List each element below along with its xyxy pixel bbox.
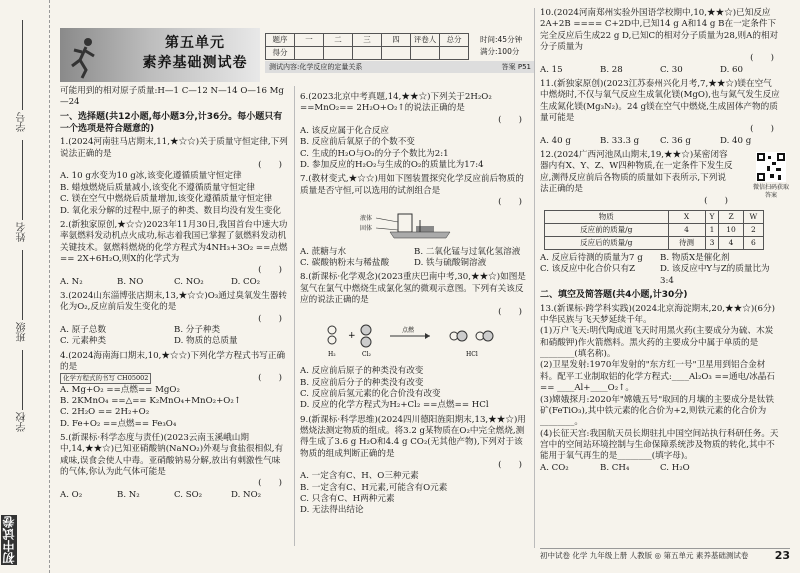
option-a[interactable]: A. 蔗糖与水 [300,246,347,257]
option-d[interactable]: D. 40 g [720,135,752,146]
option-c[interactable]: C. 反应前后氢元素的化合价没有改变 [300,388,441,399]
score-cell: 二 [324,34,353,47]
question-10: 10.(2024河南郑州实验外国语学校期中,10,★★☆)已知反应2A+2B ==== C+2D中,已知14 g A和14 g B在一定条件下完全反应后生成22 g D,已知C的相对分子质量为28,则A的相对分子质量为 ( ) A. 15 B. 28 C. 30 D. 60 [540,8,779,75]
option-c[interactable]: C. 生成的H₂O与O₂的分子个数比为2:1 [300,148,449,159]
option-d[interactable]: D. 氧化汞分解的过程中,原子的种类、数目均没有发生变化 [60,205,282,216]
option-d[interactable]: D. 物质的总质量 [174,336,238,347]
unit-title: 第五单元 [165,35,225,51]
option-a[interactable]: A. 反应前后原子的种类没有改变 [300,366,424,377]
title-banner [60,28,260,82]
table-cell: X [668,210,705,223]
option-b[interactable]: B. CH₄ [600,462,630,473]
option-b[interactable]: B. 反应前后氧原子的个数不变 [300,137,415,148]
option-c[interactable]: C. 镁在空气中燃烧后质量增加,该变化遵循质量守恒定律 [60,194,273,205]
topic-tag: 化学方程式的书写 CH05002 [60,373,151,384]
question-5: 5.(新课标·科学态度与责任)(2023云南玉溪峨山期中,14,★★☆)已知亚硝酸钠(NaNO₂)外观与食盐很相似,有咸味,误食会使人中毒。亚硝酸钠易分解,放出有刺激性气味的气体,你认为此气体可能是 ( ) A. O₂ B. N₂ C. SO₂ D. NO₂ [60,433,288,501]
option-c[interactable]: C. 碳酸钠粉末与稀盐酸 [300,258,390,269]
table-cell: 物质 [545,210,669,223]
option-d[interactable]: D. 该反应中Y与Z的质量比为3:4 [660,264,770,286]
option-d[interactable]: D. 反应的化学方程式为H₂+Cl₂ ==点燃== HCl [300,400,489,411]
score-cell[interactable] [295,47,324,60]
margin-label-school: 学校 [17,412,28,432]
option-c[interactable]: C. SO₂ [174,489,203,500]
margin-label-name: 姓名 [17,222,28,242]
question-1: 1.(2024河南驻马店期末,11,★☆☆)关于质量守恒定律,下列说法正确的是 ( ) A. 10 g水变为10 g冰,该变化遵循质量守恒定律 B. 蜡烛燃烧后质量减小,该变化不遵循质量守恒定律 C. 镁在空气中燃烧后质量增加,该变化遵循质量守恒定律 D. 氧化汞分解的过程中,原子的种类、数目均没有发生变化 [60,137,288,216]
score-cell: 得分 [266,47,295,60]
time-info: 时间:45分钟 满分:100分 [480,35,523,56]
option-b[interactable]: B. 33.3 g [600,135,640,146]
label-liquid: 液体 [360,215,373,223]
label-solid: 固体 [360,225,373,233]
question-11: 11.(新独家原创)(2023江苏泰州兴化月考,7,★★☆)镁在空气中燃烧时,不仅与氧气反应生成氧化镁(MgO),也与氮气发生反应生成氮化镁(Mg₃N₂)。24 g镁在空气中燃烧,生成固体产物的质量可能是 ( ) A. 40 g B. 33.3 g C. 36 g D. 40 g [540,79,780,146]
label-cl2: Cl₂ [362,350,371,358]
balance-apparatus-diagram [360,210,470,240]
table-cell: 3 [705,236,719,249]
option-a[interactable]: A. 反应后待测的质量为7 g [540,252,643,263]
qr-code-icon[interactable] [756,152,786,182]
svg-text:点燃: 点燃 [402,326,415,334]
brand-logo: 初中试卷 [2,516,16,564]
option-a[interactable]: A. 15 [540,64,563,75]
margin-line [22,250,23,320]
option-b[interactable]: B. NO [117,276,144,287]
option-b[interactable]: B. 28 [600,64,623,75]
option-c[interactable]: C. 36 g [660,135,691,146]
margin-label-id: 学号 [17,112,28,132]
score-cell: 题序 [266,34,295,47]
page-number: 23 [774,549,790,562]
option-a[interactable]: A. 10 g水变为10 g冰,该变化遵循质量守恒定律 [60,171,242,182]
option-c[interactable]: C. NO₂ [174,276,204,287]
table-cell: 6 [743,236,763,249]
table-cell: 4 [668,223,705,236]
score-cell[interactable] [411,47,440,60]
option-b[interactable]: B. 分子种类 [174,324,221,335]
test-title: 素养基础测试卷 [142,55,248,71]
table-cell: 反应前的质量/g [545,223,669,236]
binding-margin [0,0,50,573]
option-d[interactable]: D. Fe+O₂ ==点燃== Fe₃O₄ [60,418,177,429]
mass-data-table [544,210,764,250]
table-cell: 待测 [668,236,705,249]
margin-label-class: 班级 [17,322,28,342]
option-d[interactable]: D. 无法得出结论 [300,505,364,516]
table-cell: Z [719,210,743,223]
option-b[interactable]: B. 2KMnO₄ ==△== K₂MnO₄+MnO₂+O₂↑ [60,396,241,406]
column-divider [294,86,295,546]
question-8: 8.(新课标·化学观念)(2023重庆巴南中考,30,★★☆)如图是氢气在氯气中燃烧生成氯化氢的微观示意图。下列有关该反应的说法正确的是 ( ) + 点燃 H₂ Cl₂ HCl A. 反应前后原子的种类没有改变 B. 反应前后分子的种类没有改变 C. 反应前后氢元素的化合价没有改变 D. 反应的化学方程式为H₂+Cl₂ ==点燃== HCl [300,272,528,411]
option-c[interactable]: C. 30 [660,64,683,75]
score-cell[interactable] [440,47,469,60]
option-d[interactable]: D. 铁与硫酸铜溶液 [414,258,487,269]
option-b[interactable]: B. 物质X是催化剂 [660,252,730,263]
option-d[interactable]: D. NO₂ [231,489,262,500]
option-b[interactable]: B. N₂ [117,489,140,500]
table-cell: Y [705,210,719,223]
table-cell: 1 [705,223,719,236]
column-3 [540,8,780,477]
margin-line [22,350,23,410]
molecule-diagram [320,320,500,360]
option-a[interactable]: A. 原子总数 [60,324,107,335]
qr-label: 微信扫码获取答案 [752,184,789,199]
table-cell: 10 [719,223,743,236]
label-hcl: HCl [466,350,478,358]
question-4: 4.(2024海南海口期末,10,★☆☆)下列化学方程式书写正确的是 化学方程式的书写 CH05002 ( ) A. Mg+O₂ ==点燃== MgO₂ B. 2KMnO₄ ==△== K₂MnO₄+MnO₂+O₂↑ C. 2H₂O == 2H₂+O₂ D. Fe+O₂ ==点燃== Fe₃O₄ [60,351,288,430]
option-a[interactable]: A. 该反应属于化合反应 [300,126,390,137]
section-1-heading: 一、选择题(共12小题,每小题3分,计36分。每小题只有一个选项是符合题意的) [60,111,283,134]
option-c[interactable]: C. H₂O [660,462,690,473]
option-d[interactable]: D. 60 [720,64,743,75]
score-cell: 总分 [440,34,469,47]
option-a[interactable]: A. Mg+O₂ ==点燃== MgO₂ [60,384,180,395]
score-table [265,33,469,60]
table-cell: W [743,210,763,223]
margin-line [22,20,23,110]
score-cell[interactable] [382,47,411,60]
question-13: 13.(新课标·跨学科实践)(2024北京海淀期末,20,★★☆)(6分)中华民族与飞天梦延续千年。 (1)万户飞天:明代陶成道飞天时用黑火药(主要成分为硫、木炭和硝酸钾)作火箭燃料。黑火药的主要成分中属于单质的是________(填名称)。 (2)卫星发射:1970年发射的"东方红一号"卫星用到铝合金材料。配平工业制取铝的化学方程式:____Al₂O₃ ==通电/冰晶石== ____Al+____O₂↑。 (3)嫦娥探月:2020年"嫦娥五号"取回的月壤的主要成分是钛铁矿(FeTiO₃),其中铁元素的化合价为+2,则铁元素的化合价为________。 (4)长征天宫:我国航天员长期驻扎中国空间站执行科研任务。天宫中的空间站环境控制与生命保障系统涉及物质的转化,其中不能用于氧气再生的是________(填字母)。 A. CO₂ B. CH₄ C. H₂O [540,303,779,473]
atomic-masses: 可能用到的相对原子质量:H—1 C—12 N—14 O—16 Mg—24 [60,86,284,108]
option-b[interactable]: B. 二氧化锰与过氧化氢溶液 [414,246,521,257]
option-d[interactable]: D. 参加反应的H₂O₂与生成的O₂的质量比为17:4 [300,160,484,171]
option-d[interactable]: D. CO₂ [231,276,261,287]
option-c[interactable]: C. 2H₂O == 2H₂+O₂ [60,407,150,418]
column-divider [534,8,535,548]
question-7: 7.(教材变式,★☆☆)用如下图装置探究化学反应前后物质的质量是否守恒,可以选用的试剂组合是 ( ) 液体 固体 A. 蔗糖与水 B. 二氧化锰与过氧化氢溶液 C. 碳酸钠粉末与稀盐酸 D. 铁与硫酸铜溶液 [300,174,528,269]
option-b[interactable]: B. 一定含有C、H元素,可能含有O元素 [300,482,448,493]
score-cell: 一 [295,34,324,47]
option-c[interactable]: C. 元素种类 [60,336,107,347]
option-a[interactable]: A. O₂ [60,489,83,500]
question-2: 2.(新独家原创,★☆☆)2023年11月30日,我国首台中速大功率氨燃料发动机点火成功,标志着我国已掌握了氨燃料发动机关键技术。氨燃料燃烧的化学方程式为4NH₃+3O₂ ==点燃== 2X+6H₂O,则X的化学式为 ( ) A. N₂ B. NO C. NO₂ D. CO₂ [60,219,288,287]
section-2-heading: 二、填空及简答题(共4小题,计30分) [540,289,688,300]
option-b[interactable]: B. 蜡烛燃烧后质量减小,该变化不遵循质量守恒定律 [60,182,255,193]
column-2 [300,92,528,520]
score-cell: 评卷人 [411,34,440,47]
page-footer: 初中试卷 化学 九年级上册 人教版 ◎ 第五单元 素养基础测试卷 23 [540,549,790,562]
score-cell[interactable] [353,47,382,60]
option-c[interactable]: C. 只含有C、H两种元素 [300,493,395,504]
option-a[interactable]: A. CO₂ [540,462,569,473]
test-content-bar: 测试内容:化学反应的定量关系 答案 P51 [265,61,535,73]
option-c[interactable]: C. 该反应中化合价只有Z [540,264,636,275]
score-cell: 四 [382,34,411,47]
question-12: 12.(2024广西河池凤山期末,19,★★☆)某密闭容器内有X、Y、Z、W四种物质,在一定条件下发生反应,测得反应前后各物质的质量如下表所示,下列说法正确的是 ( ) [540,150,733,206]
question-3: 3.(2024山东淄博张店期末,13,★☆☆)O₃通过臭氧发生器转化为O₂,反应前后发生变化的是 ( ) A. 原子总数 B. 分子种类 C. 元素种类 D. 物质的总质量 [60,290,287,347]
table-cell: 反应后的质量/g [545,236,669,249]
option-a[interactable]: A. N₂ [60,276,83,287]
margin-line [22,140,23,220]
label-h2: H₂ [328,350,336,358]
svg-text:+: + [348,330,356,341]
table-cell: 2 [743,223,763,236]
answer-ref: 答案 P51 [501,63,531,71]
option-b[interactable]: B. 反应前后分子的种类没有改变 [300,377,424,388]
score-cell: 三 [353,34,382,47]
question-9: 9.(新课标·科学思维)(2024四川德阳旌阳期末,13,★★☆)用燃烧法测定物质的组成。将3.2 g某物质在O₂中完全燃烧,测得生成了3.6 g H₂O和4.4 g CO₂(无其他产物),下列对于该物质的组成判断正确的是 ( ) A. 一定含有C、H、O三种元素 B. 一定含有C、H元素,可能含有O元素 C. 只含有C、H两种元素 D. 无法得出结论 [300,415,528,517]
table-cell: 4 [719,236,743,249]
runner-icon [64,36,104,80]
option-a[interactable]: A. 40 g [540,135,571,146]
column-1 [60,86,288,504]
option-a[interactable]: A. 一定含有C、H、O三种元素 [300,471,419,482]
question-6: 6.(2023北京中考真题,14,★★☆)下列关于2H₂O₂ ==MnO₂== 2H₂O+O₂↑的说法正确的是 ( ) A. 该反应属于化合反应 B. 反应前后氧原子的个数不变 C. 生成的H₂O与O₂的分子个数比为2:1 D. 参加反应的H₂O₂与生成的O₂的质量比为17:4 [300,92,528,171]
score-cell[interactable] [324,47,353,60]
